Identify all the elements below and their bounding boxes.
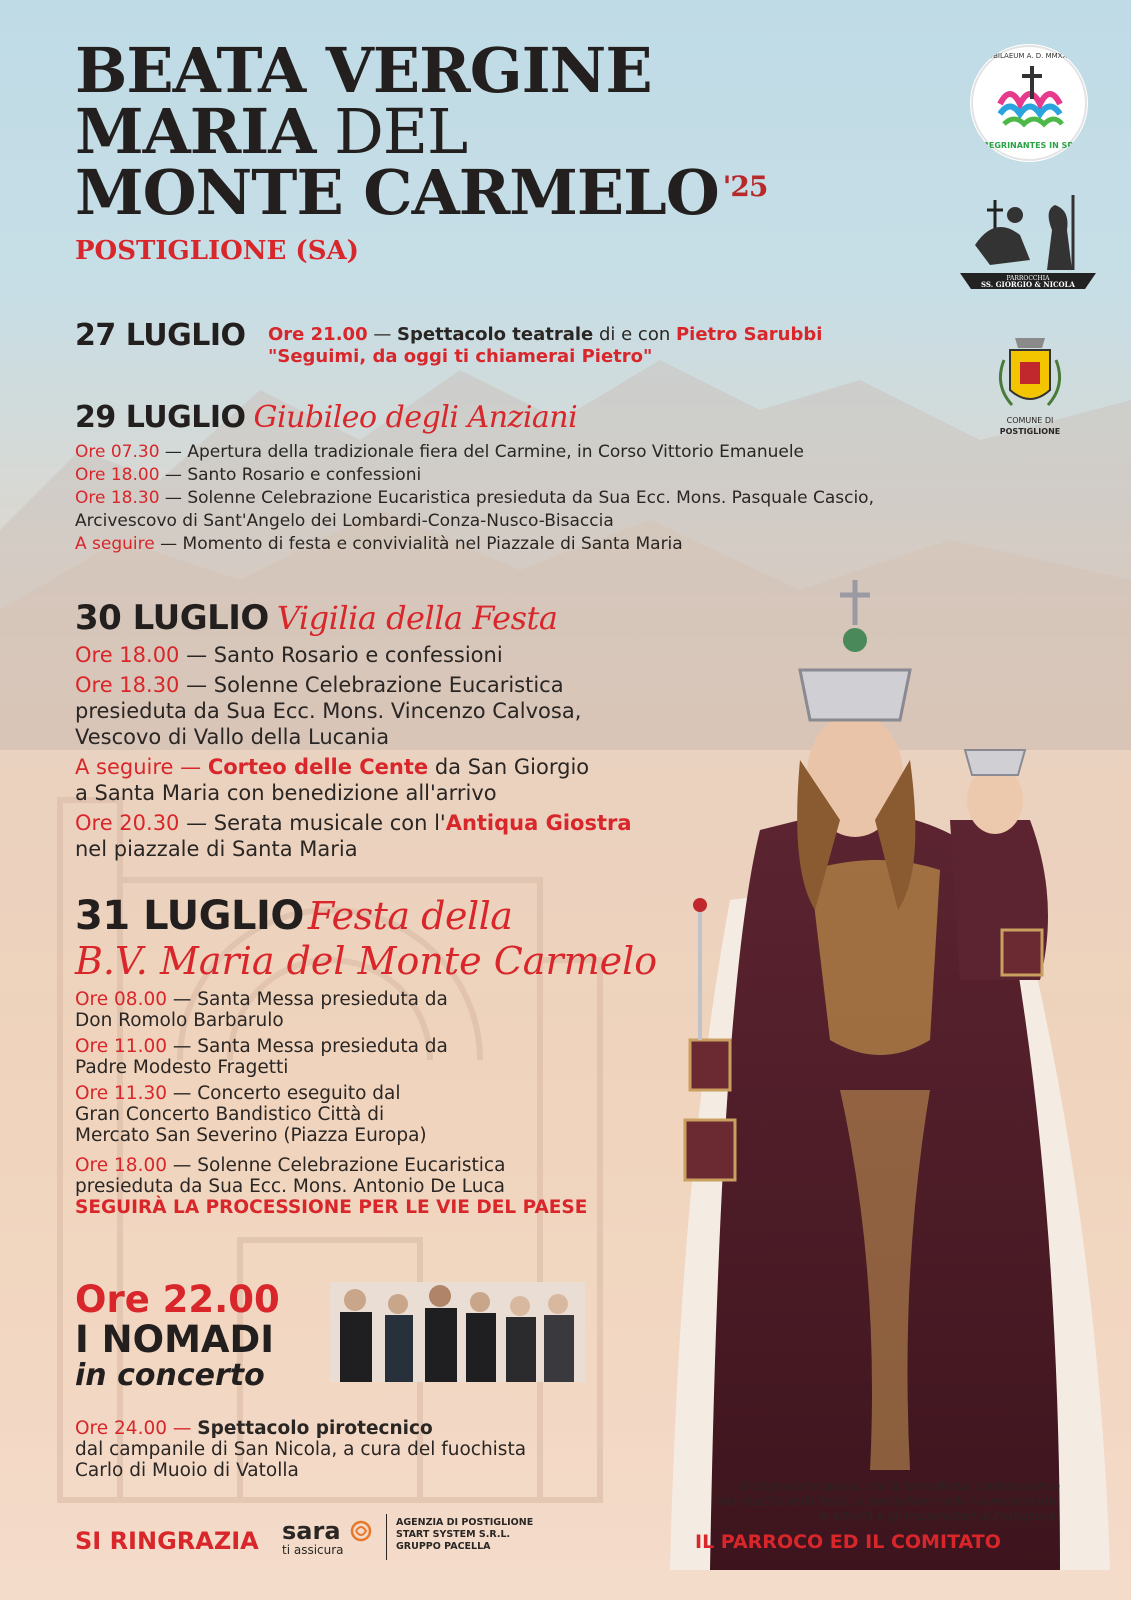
day-27-person: Pietro Sarubbi — [675, 324, 823, 345]
program-item — [75, 810, 632, 862]
location-subtitle: POSTIGLIONE (SA) — [75, 236, 359, 266]
day-31-heading — [75, 893, 657, 939]
day-29-program — [75, 441, 874, 556]
poster-title — [75, 34, 768, 229]
item-line-2: Gran Concerto Bandistico Città di — [75, 1104, 385, 1125]
sponsor-divider — [386, 1514, 387, 1560]
day-29-theme: Giubileo degli Anziani — [253, 400, 578, 435]
item-text: — Santo Rosario e confessioni — [179, 643, 503, 667]
fireworks-block — [75, 1418, 526, 1481]
item-time: Ore 07.30 — [75, 442, 160, 462]
item-time: Ore 11.30 — [75, 1083, 167, 1104]
concert-block — [75, 1280, 280, 1392]
program-item — [75, 441, 874, 464]
item-line-2: a Santa Maria con benedizione all'arrivo — [75, 781, 497, 805]
item-line-2: nel piazzale di Santa Maria — [75, 837, 358, 861]
item-time: Ore 18.00 — [75, 643, 180, 667]
item-text: — Santa Messa presieduta da — [167, 1036, 448, 1057]
parish-logo — [955, 185, 1101, 300]
day-27-section — [75, 318, 823, 367]
title-line-3 — [75, 156, 768, 229]
title-maria: MARIA — [75, 95, 316, 168]
day-30-theme: Vigilia della Festa — [276, 599, 558, 637]
item-text: — Solenne Celebrazione Eucaristica — [167, 1155, 506, 1176]
item-time: Ore 08.00 — [75, 989, 167, 1010]
day-31-theme-2: B.V. Maria del Monte Carmelo — [75, 939, 658, 983]
day-31-date: 31 LUGLIO — [75, 893, 304, 939]
program-item — [75, 1083, 657, 1146]
sponsor-logo — [282, 1517, 344, 1557]
thanks-label: SI RINGRAZIA — [75, 1527, 259, 1555]
item-text: — Serata musicale con l' — [179, 811, 446, 835]
comune-label-2: POSTIGLIONE — [999, 427, 1061, 436]
day-27-details — [268, 324, 908, 368]
program-item — [75, 672, 632, 750]
fireworks-event: Spettacolo pirotecnico — [197, 1418, 433, 1439]
title-line-1: BEATA VERGINE — [75, 34, 652, 107]
jubilee-bottom-text: PEREGRINANTES IN SPEM — [971, 141, 1087, 150]
item-time: Ore 20.30 — [75, 811, 180, 835]
day-31-theme-1: Festa della — [307, 894, 513, 938]
madonna-statue-image — [640, 570, 1131, 1570]
band-photo — [330, 1282, 585, 1382]
comune-crest-logo — [980, 330, 1080, 445]
program-item — [75, 487, 874, 510]
day-29-date: 29 LUGLIO — [75, 400, 246, 435]
item-time: A seguire — [75, 534, 155, 554]
item-text: da San Giorgio — [428, 755, 590, 779]
sponsor-swirl-icon — [350, 1520, 372, 1542]
item-time: Ore 11.00 — [75, 1036, 167, 1057]
item-text: — Santo Rosario e confessioni — [159, 465, 422, 485]
program-item-continuation: Arcivescovo di Sant'Angelo dei Lombardi-Conza-Nusco-Bisaccia — [75, 511, 614, 531]
concert-time: Ore 22.00 — [75, 1278, 280, 1321]
item-line-2: Padre Modesto Fragetti — [75, 1057, 289, 1078]
item-text: — Momento di festa e convivialità nel Piazzale di Santa Maria — [154, 534, 683, 554]
day-27-time: Ore 21.00 — [268, 324, 368, 345]
agency-line-3: GRUPPO PACELLA — [396, 1541, 491, 1552]
program-item — [75, 533, 874, 556]
fireworks-line-2: dal campanile di San Nicola, a cura del fuochista — [75, 1439, 527, 1460]
item-line-3: Mercato San Severino (Piazza Europa) — [75, 1125, 427, 1146]
title-year: '25 — [722, 170, 768, 203]
day-30-program — [75, 642, 632, 862]
title-line-2 — [75, 95, 767, 168]
fireworks-time: Ore 24.00 — [75, 1418, 167, 1439]
day-29-section — [75, 400, 874, 556]
agency-line-1: AGENZIA DI POSTIGLIONE — [396, 1517, 534, 1528]
item-line-2: presieduta da Sua Ecc. Mons. Antonio De Luca — [75, 1176, 506, 1197]
sponsor-name: sara — [282, 1517, 341, 1545]
item-line-2: presieduta da Sua Ecc. Mons. Vincenzo Calvosa, — [75, 699, 582, 723]
parish-label-2: SS. GIORGIO & NICOLA — [981, 280, 1075, 289]
day-30-heading — [75, 598, 632, 638]
day-27-mid: di e con — [593, 324, 676, 345]
program-item — [75, 989, 657, 1031]
fireworks-line-3: Carlo di Muoio di Vatolla — [75, 1460, 299, 1481]
program-item — [75, 642, 632, 668]
item-time: Ore 18.30 — [75, 673, 180, 697]
title-monte-carmelo: MONTE CARMELO — [75, 156, 719, 229]
jubilee-top-text: IUBILAEUM A. D. MMXXV — [985, 52, 1073, 60]
note-line-1: Si ringraziano quanti, con la loro offerta, contribuiranno — [739, 1479, 1060, 1493]
day-31-program — [75, 989, 657, 1218]
item-event: Corteo delle Cente — [207, 755, 429, 779]
item-line-2: Don Romolo Barbarulo — [75, 1010, 284, 1031]
day-30-section — [75, 598, 632, 862]
parish-label-1: PARROCCHIA — [1006, 275, 1050, 282]
day-27-dash: — — [367, 324, 398, 345]
item-time: Ore 18.00 — [75, 465, 160, 485]
day-29-heading — [75, 400, 874, 435]
item-dash: — — [173, 755, 208, 779]
day-31-section — [75, 893, 657, 1218]
program-item — [75, 1155, 657, 1218]
program-item — [75, 464, 874, 487]
item-time: Ore 18.30 — [75, 488, 160, 508]
jubilee-logo — [970, 44, 1088, 162]
sponsor-tagline: ti assicura — [282, 1543, 344, 1557]
item-text: — Solenne Celebrazione Eucaristica presieduta da Sua Ecc. Mons. Pasquale Cascio, — [159, 488, 874, 508]
note-line-2: alla riuscita della festa, in particolare modo i commercianti, — [716, 1494, 1060, 1508]
item-event: Antiqua Giostra — [445, 811, 632, 835]
concert-band: I NOMADI — [75, 1318, 275, 1361]
program-item — [75, 1036, 657, 1078]
item-text: — Concerto eseguito dal — [167, 1083, 401, 1104]
day-30-date: 30 LUGLIO — [75, 598, 269, 638]
concert-label: in concerto — [75, 1358, 265, 1393]
organizers-signature: IL PARROCO ED IL COMITATO — [695, 1531, 1001, 1553]
program-item — [75, 754, 632, 806]
agency-info — [396, 1517, 533, 1553]
item-text: — Apertura della tradizionale fiera del Carmine, in Corso Vittorio Emanuele — [159, 442, 805, 462]
item-time: A seguire — [75, 755, 174, 779]
title-del: DEL — [315, 95, 468, 168]
day-27-date: 27 LUGLIO — [75, 318, 246, 353]
procession-notice: SEGUIRÀ LA PROCESSIONE PER LE VIE DEL PAESE — [75, 1197, 588, 1218]
donors-thanks-note — [660, 1479, 1060, 1524]
item-text: — Santa Messa presieduta da — [167, 989, 448, 1010]
item-line-3: Vescovo di Vallo della Lucania — [75, 725, 390, 749]
fireworks-dash: — — [167, 1418, 198, 1439]
item-time: Ore 18.00 — [75, 1155, 167, 1176]
day-27-event: Spettacolo teatrale — [397, 324, 594, 345]
note-line-3: le attività e gli imprenditori di Postiglione. — [818, 1509, 1060, 1523]
item-text: — Solenne Celebrazione Eucaristica — [179, 673, 564, 697]
day-27-quote: "Seguimi, da oggi ti chiamerai Pietro" — [268, 346, 653, 367]
comune-label-1: COMUNE DI — [1006, 416, 1054, 425]
agency-line-2: START SYSTEM S.R.L. — [396, 1529, 511, 1540]
